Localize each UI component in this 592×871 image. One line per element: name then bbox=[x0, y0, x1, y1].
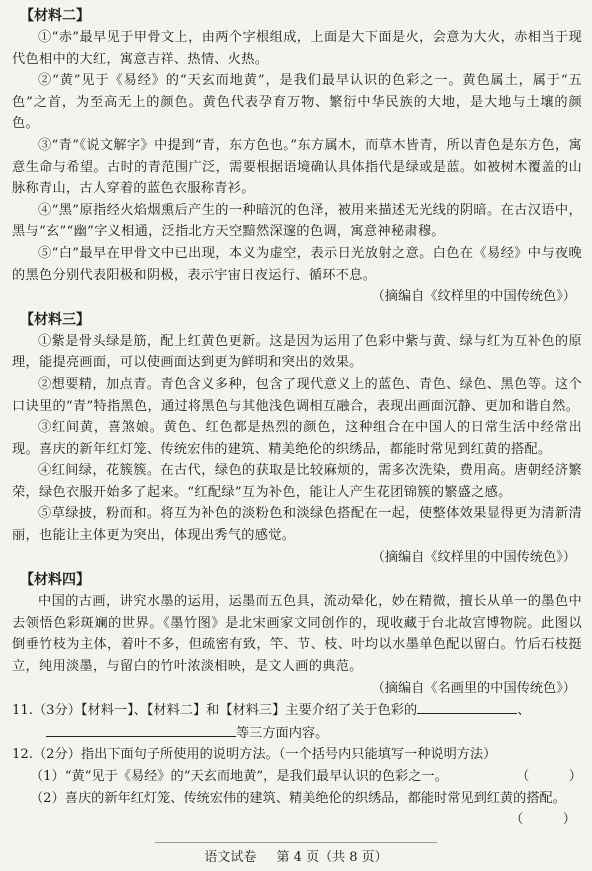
material-4-para-1: 中国的古画，讲究水墨的运用，运墨而五色具，流动晕化，妙在精微，擅长从单一的墨色中去领悟色彩斑斓的世界。《墨竹图》是北宋画家文同创作的，现收藏于台北故宫博物院。此图以倒垂竹枝为主体，着叶不多，但疏密有致，竿、节、枝、叶均以水墨单色配以留白。竹后石枝挺立，纯用淡墨，与留白的竹叶浓淡相映，是文人画的典范。 bbox=[12, 594, 582, 675]
material-3-section bbox=[12, 310, 582, 569]
footer-page-number: 第 4 页（共 8 页） bbox=[276, 850, 388, 865]
material-3-para-1: ①紫是骨头绿是筋，配上红黄色更新。这是因为运用了色彩中紫与黄、绿与红为互补色的原理，能提亮画面，可以使画面达到更为鲜明和突出的效果。 bbox=[12, 333, 582, 371]
material-4-title: 【材料四】 bbox=[20, 572, 90, 589]
material-2-title: 【材料二】 bbox=[20, 8, 90, 24]
material-3-para-3: ③红间黄，喜煞娘。黄色、红色都是热烈的颜色，这种组合在中国人的日常生活中经常出现。喜庆的新年红灯笼、传统宏伟的建筑、精美绝伦的织绣品，都能时常见到红黄的搭配。 bbox=[12, 420, 582, 457]
page-content bbox=[12, 4, 582, 831]
question-11-separator: 、 bbox=[517, 703, 531, 719]
answer-blank-2[interactable] bbox=[46, 722, 236, 737]
material-3-para-4: ④红间绿，花簇簇。在古代，绿色的获取是比较麻烦的，需多次洗染，费用高。唐朝经济繁荣，绿色衣服开始多了起来。“红配绿”互为补色，能让人产生花团锦簇的繁盛之感。 bbox=[12, 463, 582, 500]
answer-blank-1[interactable] bbox=[417, 699, 517, 714]
answer-paren-1[interactable]: （ ） bbox=[516, 769, 582, 784]
material-2-para-1: ①“赤”最早见于甲骨文上，由两个字根组成，上面是大下面是火，会意为大火，赤相当于现代色相中的大红，寓意吉祥、热情、火热。 bbox=[12, 30, 582, 67]
material-2-section bbox=[12, 6, 582, 308]
question-11-suffix: 等三方面内容。 bbox=[236, 725, 329, 741]
question-11-prefix: 11.（3分）【材料一】、【材料二】和【材料三】主要介绍了关于色彩的 bbox=[12, 703, 418, 719]
question-12: 12.（2分）指出下面句子所使用的说明方法。（一个括号内只能填写一种说明方法） bbox=[12, 747, 497, 763]
question-11-line-2 bbox=[12, 722, 582, 745]
questions-section bbox=[12, 699, 582, 831]
material-2-source: （摘编自《纹样里的中国传统色》） bbox=[371, 289, 576, 305]
material-2-para-3: ③“青”《说文解字》中提到“青，东方色也。”东方属木，而草木皆青，所以青色是东方色，寓意生命与希望。古时的青范围广泛，需要根据语境确认具体指代是绿或是蓝。如被树木覆盖的山脉称青山，古人穿着的蓝色衣服称青衫。 bbox=[12, 137, 582, 197]
footer-divider bbox=[155, 842, 437, 843]
question-12-item-2: （2）喜庆的新年红灯笼、传统宏伟的建筑、精美绝伦的织绣品，都能时常见到红黄的搭配。 bbox=[30, 790, 566, 806]
question-12-item-1 bbox=[30, 766, 582, 788]
material-3-title: 【材料三】 bbox=[20, 311, 90, 328]
material-2-para-2: ②“黄”见于《易经》的“天玄而地黄”，是我们最早认识的色彩之一。黄色属土，属于“五色”之首，为至高无上的颜色。黄色代表孕育万物、繁衍中华民族的大地，是大地与土壤的颜色。 bbox=[12, 73, 582, 132]
question-11 bbox=[12, 699, 582, 722]
material-3-para-2: ②想要精，加点青。青色含义多种，包含了现代意义上的蓝色、青色、绿色、黑色等。这个口诀里的“青”特指黑色，通过将黑色与其他浅色调相互融合，表现出画面沉静、更加和谐自然。 bbox=[12, 376, 582, 414]
material-2-para-4: ④“黑”原指经火焰烟熏后产生的一种暗沉的色泽，被用来描述无光线的阴暗。在古汉语中，黑与“玄”“幽”字义相通，泛指北方天空黯然深邃的色调，寓意神秘肃穆。 bbox=[12, 202, 582, 240]
material-2-para-5: ⑤“白”最早在甲骨文中已出现，本义为虚空，表示日光放射之意。白色在《易经》中与夜晚的黑色分别代表阳极和阴极，表示宇宙日夜运行、循环不息。 bbox=[12, 245, 582, 283]
material-3-para-5: ⑤草绿披，粉而和。将互为补色的淡粉色和淡绿色搭配在一起，使整体效果显得更为清新清丽，也能让主体更为突出，体现出秀气的感觉。 bbox=[12, 506, 582, 544]
material-3-source: （摘编自《纹样里的中国传统色》） bbox=[371, 549, 576, 565]
material-4-section bbox=[12, 570, 582, 699]
material-4-source: （摘编自《名画里的中国传统色》） bbox=[371, 680, 576, 696]
page-footer bbox=[0, 846, 592, 865]
question-12-item-1-text: （1）“黄”见于《易经》的“天玄而地黄”，是我们最早认识的色彩之一。 bbox=[30, 769, 448, 784]
footer-subject: 语文试卷 bbox=[204, 850, 257, 865]
answer-paren-2[interactable]: （ ） bbox=[510, 812, 576, 828]
